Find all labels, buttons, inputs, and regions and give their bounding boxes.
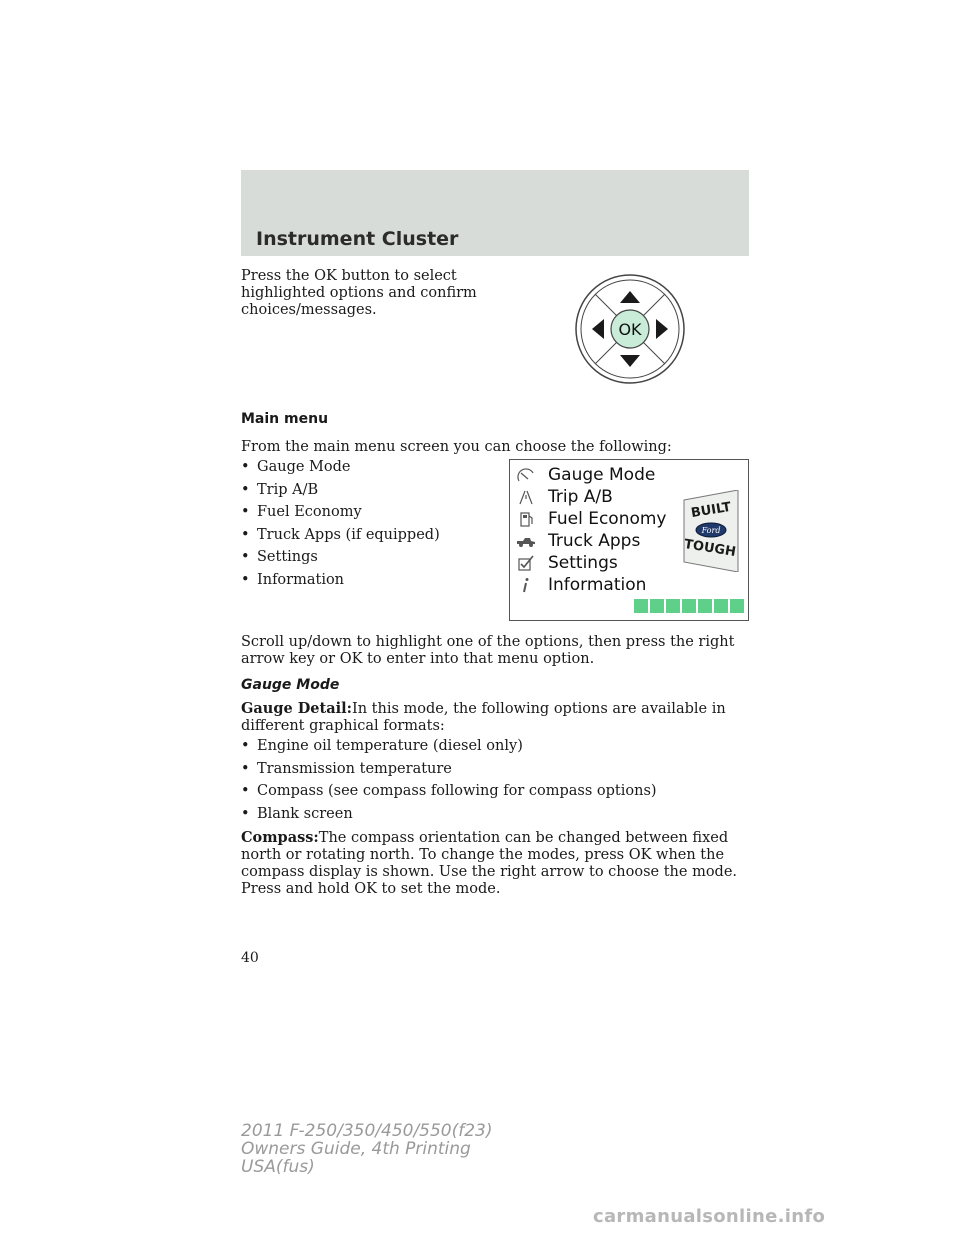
trip-icon — [516, 489, 536, 505]
indicator-square — [730, 599, 744, 613]
indicator-square — [698, 599, 712, 613]
main-menu-heading: Main menu — [241, 411, 329, 427]
document-footer — [241, 1122, 493, 1176]
gauge-mode-heading: Gauge Mode — [241, 677, 340, 693]
gauge-icon — [516, 467, 536, 483]
list-item: • Compass (see compass following for compass options) — [241, 783, 657, 806]
display-item-label: Truck Apps — [548, 531, 641, 551]
display-item-settings — [510, 552, 680, 574]
display-item-truck-apps — [510, 530, 680, 552]
list-item: • Settings — [241, 549, 440, 572]
display-item-gauge-mode — [510, 464, 680, 486]
compass-text: The compass orientation can be changed between fixed north or rotating north. To change the modes, press OK when the compass display is shown. Use the right arrow to choose the mode. Press and hold OK to set the mode. — [241, 830, 738, 897]
ok-label: OK — [618, 320, 642, 339]
list-item: • Gauge Mode — [241, 459, 440, 482]
gauge-detail-list — [241, 738, 657, 828]
list-item: • Information — [241, 572, 440, 595]
indicator-square — [714, 599, 728, 613]
section-title: Instrument Cluster — [256, 228, 459, 250]
info-icon — [516, 577, 536, 593]
display-item-fuel-economy — [510, 508, 680, 530]
compass-paragraph — [241, 829, 756, 898]
list-item: • Transmission temperature — [241, 761, 657, 784]
badge-top-text: BUILT — [689, 499, 733, 522]
display-item-label: Gauge Mode — [548, 465, 656, 485]
list-item: • Engine oil temperature (diesel only) — [241, 738, 657, 761]
badge-bottom-text: TOUGH — [683, 537, 737, 560]
truck-icon — [516, 533, 536, 549]
gauge-detail-paragraph — [241, 700, 751, 735]
page-number: 40 — [241, 950, 259, 966]
list-item: • Trip A/B — [241, 482, 440, 505]
display-item-trip — [510, 486, 680, 508]
footer-market-code: (fus) — [275, 1157, 315, 1177]
built-ford-tough-badge — [680, 490, 740, 572]
list-item: • Blank screen — [241, 806, 657, 829]
indicator-square — [650, 599, 664, 613]
main-menu-list — [241, 459, 440, 594]
cluster-menu-display — [509, 459, 749, 621]
display-item-label: Fuel Economy — [548, 509, 667, 529]
section-header — [241, 170, 749, 256]
display-item-label: Information — [548, 575, 647, 595]
compass-label: Compass: — [241, 829, 319, 846]
checkbox-icon — [516, 555, 536, 571]
fuel-pump-icon — [516, 511, 536, 527]
display-item-label: Settings — [548, 553, 618, 573]
footer-printing: Owners Guide, 4th Printing — [241, 1139, 471, 1159]
badge-logo-text: Ford — [701, 526, 721, 535]
list-item: • Truck Apps (if equipped) — [241, 527, 440, 550]
gauge-detail-text: In this mode, the following options are available in different graphical formats: — [241, 701, 726, 734]
main-menu-description: From the main menu screen you can choose the following: — [241, 439, 672, 455]
indicator-squares — [634, 599, 744, 613]
ok-button-control — [574, 273, 686, 385]
list-item: • Fuel Economy — [241, 504, 440, 527]
footer-model: 2011 F-250/350/450/550 — [241, 1121, 452, 1141]
display-item-label: Trip A/B — [548, 487, 613, 507]
watermark: carmanualsonline.info — [593, 1206, 826, 1227]
indicator-square — [666, 599, 680, 613]
footer-market: USA — [241, 1157, 276, 1177]
scroll-instructions: Scroll up/down to highlight one of the options, then press the right arrow key or OK to enter into that menu option. — [241, 634, 735, 667]
indicator-square — [634, 599, 648, 613]
footer-model-code: (f23) — [451, 1121, 493, 1141]
intro-text: Press the OK button to select highlighted options and confirm choices/messages. — [241, 268, 477, 318]
indicator-square — [682, 599, 696, 613]
display-item-information — [510, 574, 680, 596]
gauge-detail-label: Gauge Detail: — [241, 700, 352, 717]
